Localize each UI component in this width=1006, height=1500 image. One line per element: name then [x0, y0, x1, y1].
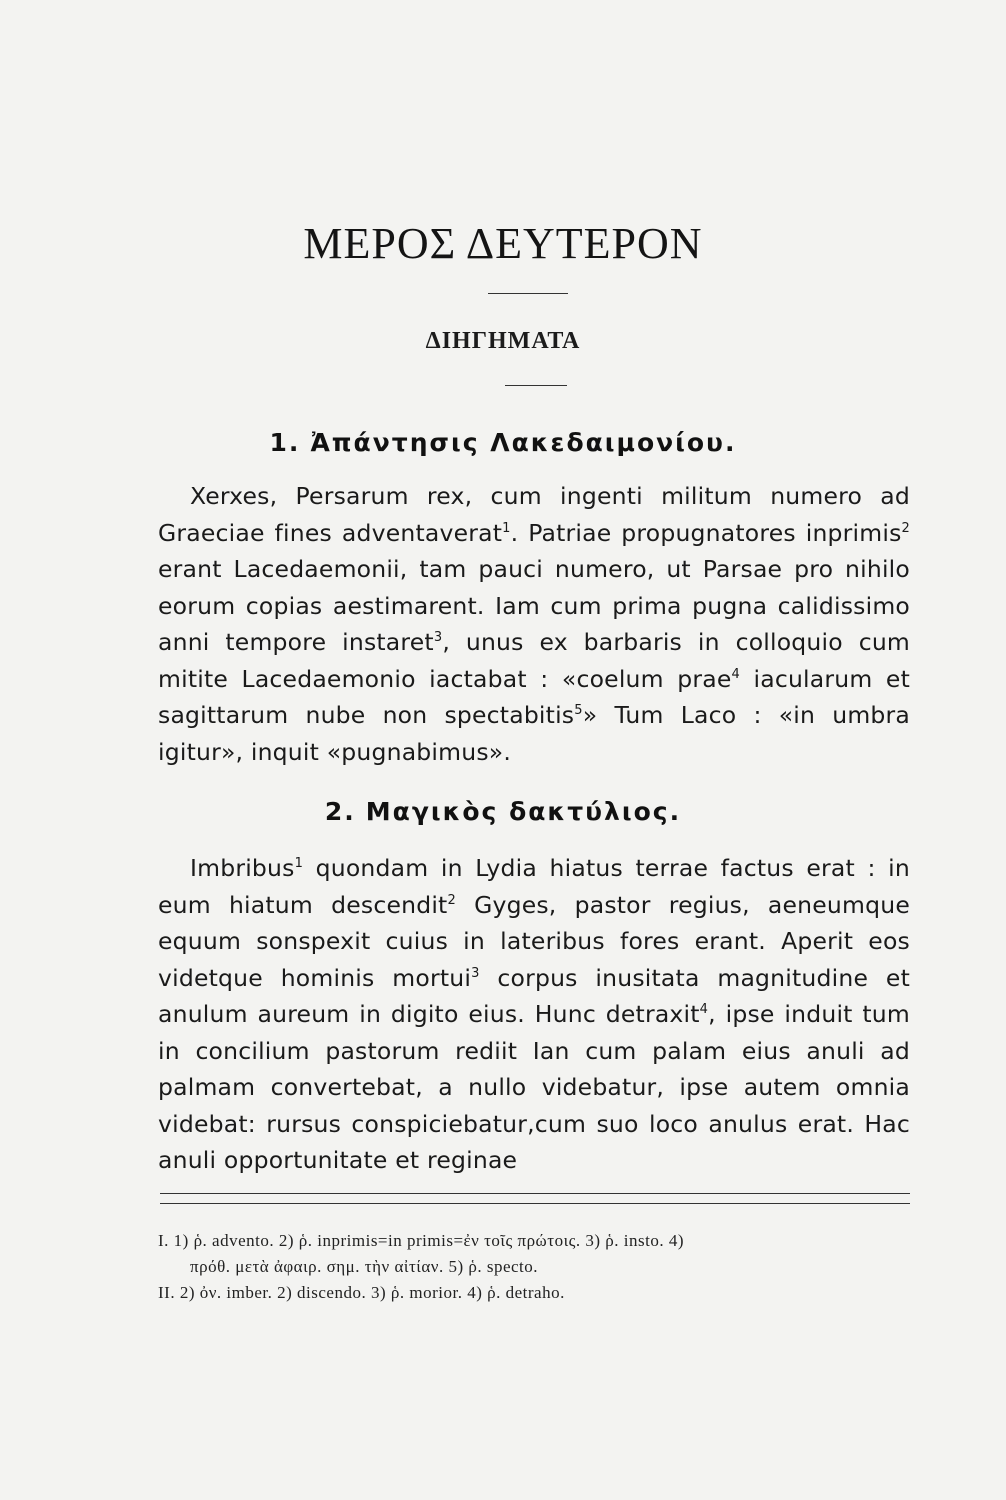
- story-2-text-part: quondam in Lydia hiatus terrae factus erat : in eum hiatum descendit: [158, 854, 910, 919]
- footnote-line-1: I. 1) ῥ. advento. 2) ῥ. inprimis=in primis=ἐν τοῖς πρώτοις. 3) ῥ. insto. 4): [158, 1231, 685, 1250]
- story-1-number: 1.: [269, 428, 301, 457]
- story-1-text: [158, 478, 910, 770]
- footnote-rule-bottom: [160, 1203, 910, 1204]
- story-1-text-part: erant Lacedaemonii, tam pauci numero, ut Parsae pro nihilo eorum copias aestimarent. Iam cum prima pugna calidissimo anni tempore instaret: [158, 555, 910, 656]
- footnotes: [158, 1228, 918, 1306]
- story-2-heading: Μαγικὸς δακτύλιος.: [365, 797, 682, 826]
- footnote-marker: 1: [502, 520, 511, 536]
- story-2-title: [0, 797, 1006, 826]
- footnote-marker: 4: [731, 666, 740, 682]
- footnote-marker: 3: [433, 630, 443, 645]
- title-rule: [488, 293, 568, 294]
- story-2-text-part: Imbribus: [190, 854, 295, 882]
- story-2-text-part: , ipse induit tum in concilium pastorum rediit Ian cum palam eius anuli ad palmam convertebat, a nullo videbatur, ipse autem omnia videbat: rursus conspiciebatur,cum suo loco anulus erat. Hac anuli opportunitate et reginae: [158, 1000, 910, 1174]
- section-rule: [505, 385, 567, 386]
- footnote-line-3: II. 2) ὀν. imber. 2) discendo. 3) ῥ. morior. 4) ῥ. detraho.: [158, 1283, 565, 1302]
- section-title: ΔΙΗΓΗΜΑΤΑ: [425, 328, 581, 354]
- story-1-title: [0, 428, 1006, 457]
- footnote-marker: 1: [294, 856, 304, 871]
- footnote-marker: 3: [471, 965, 480, 981]
- footnote-marker: 2: [901, 520, 911, 536]
- story-1-text-part: . Patriae propugnatores inprimis: [510, 518, 902, 547]
- story-2-number: 2.: [324, 797, 356, 826]
- story-1-heading: Ἀπάντησις Λακεδαιμονίου.: [310, 428, 737, 457]
- story-2-text: [158, 850, 910, 1179]
- story-2-text-part: corpus inusitata magnitudine et anulum aureum in digito eius. Hunc detraxit: [158, 963, 911, 1028]
- story-1-text-part: , unus ex barbaris in colloquio cum mitite Lacedaemonio iactabat : «coelum prae: [158, 628, 910, 693]
- story-2-text-part: Gyges, pastor regius, aeneumque equum sonspexit cuius in lateribus fores erant. Aperit eos videtque hominis mortui: [158, 890, 910, 992]
- footnote-line-2: πρόθ. μετὰ ἀφαιρ. σημ. τὴν αἰτίαν. 5) ῥ. specto.: [190, 1257, 539, 1276]
- story-1-text-part: » Tum Laco : «in umbra igitur», inquit «pugnabimus».: [158, 701, 910, 766]
- story-1-text-part: iacularum et sagittarum nube non spectabitis: [158, 664, 910, 729]
- part-title: ΜΕΡΟΣ ΔΕΥΤΕΡΟΝ: [303, 219, 703, 268]
- footnote-marker: 5: [574, 703, 583, 718]
- footnote-marker: 4: [699, 1002, 709, 1017]
- footnote-marker: 2: [447, 892, 456, 908]
- story-1-text-part: Xerxes, Persarum rex, cum ingenti militum numero ad Graeciae fines adventaverat: [158, 482, 910, 547]
- footnote-rule-top: [160, 1193, 910, 1194]
